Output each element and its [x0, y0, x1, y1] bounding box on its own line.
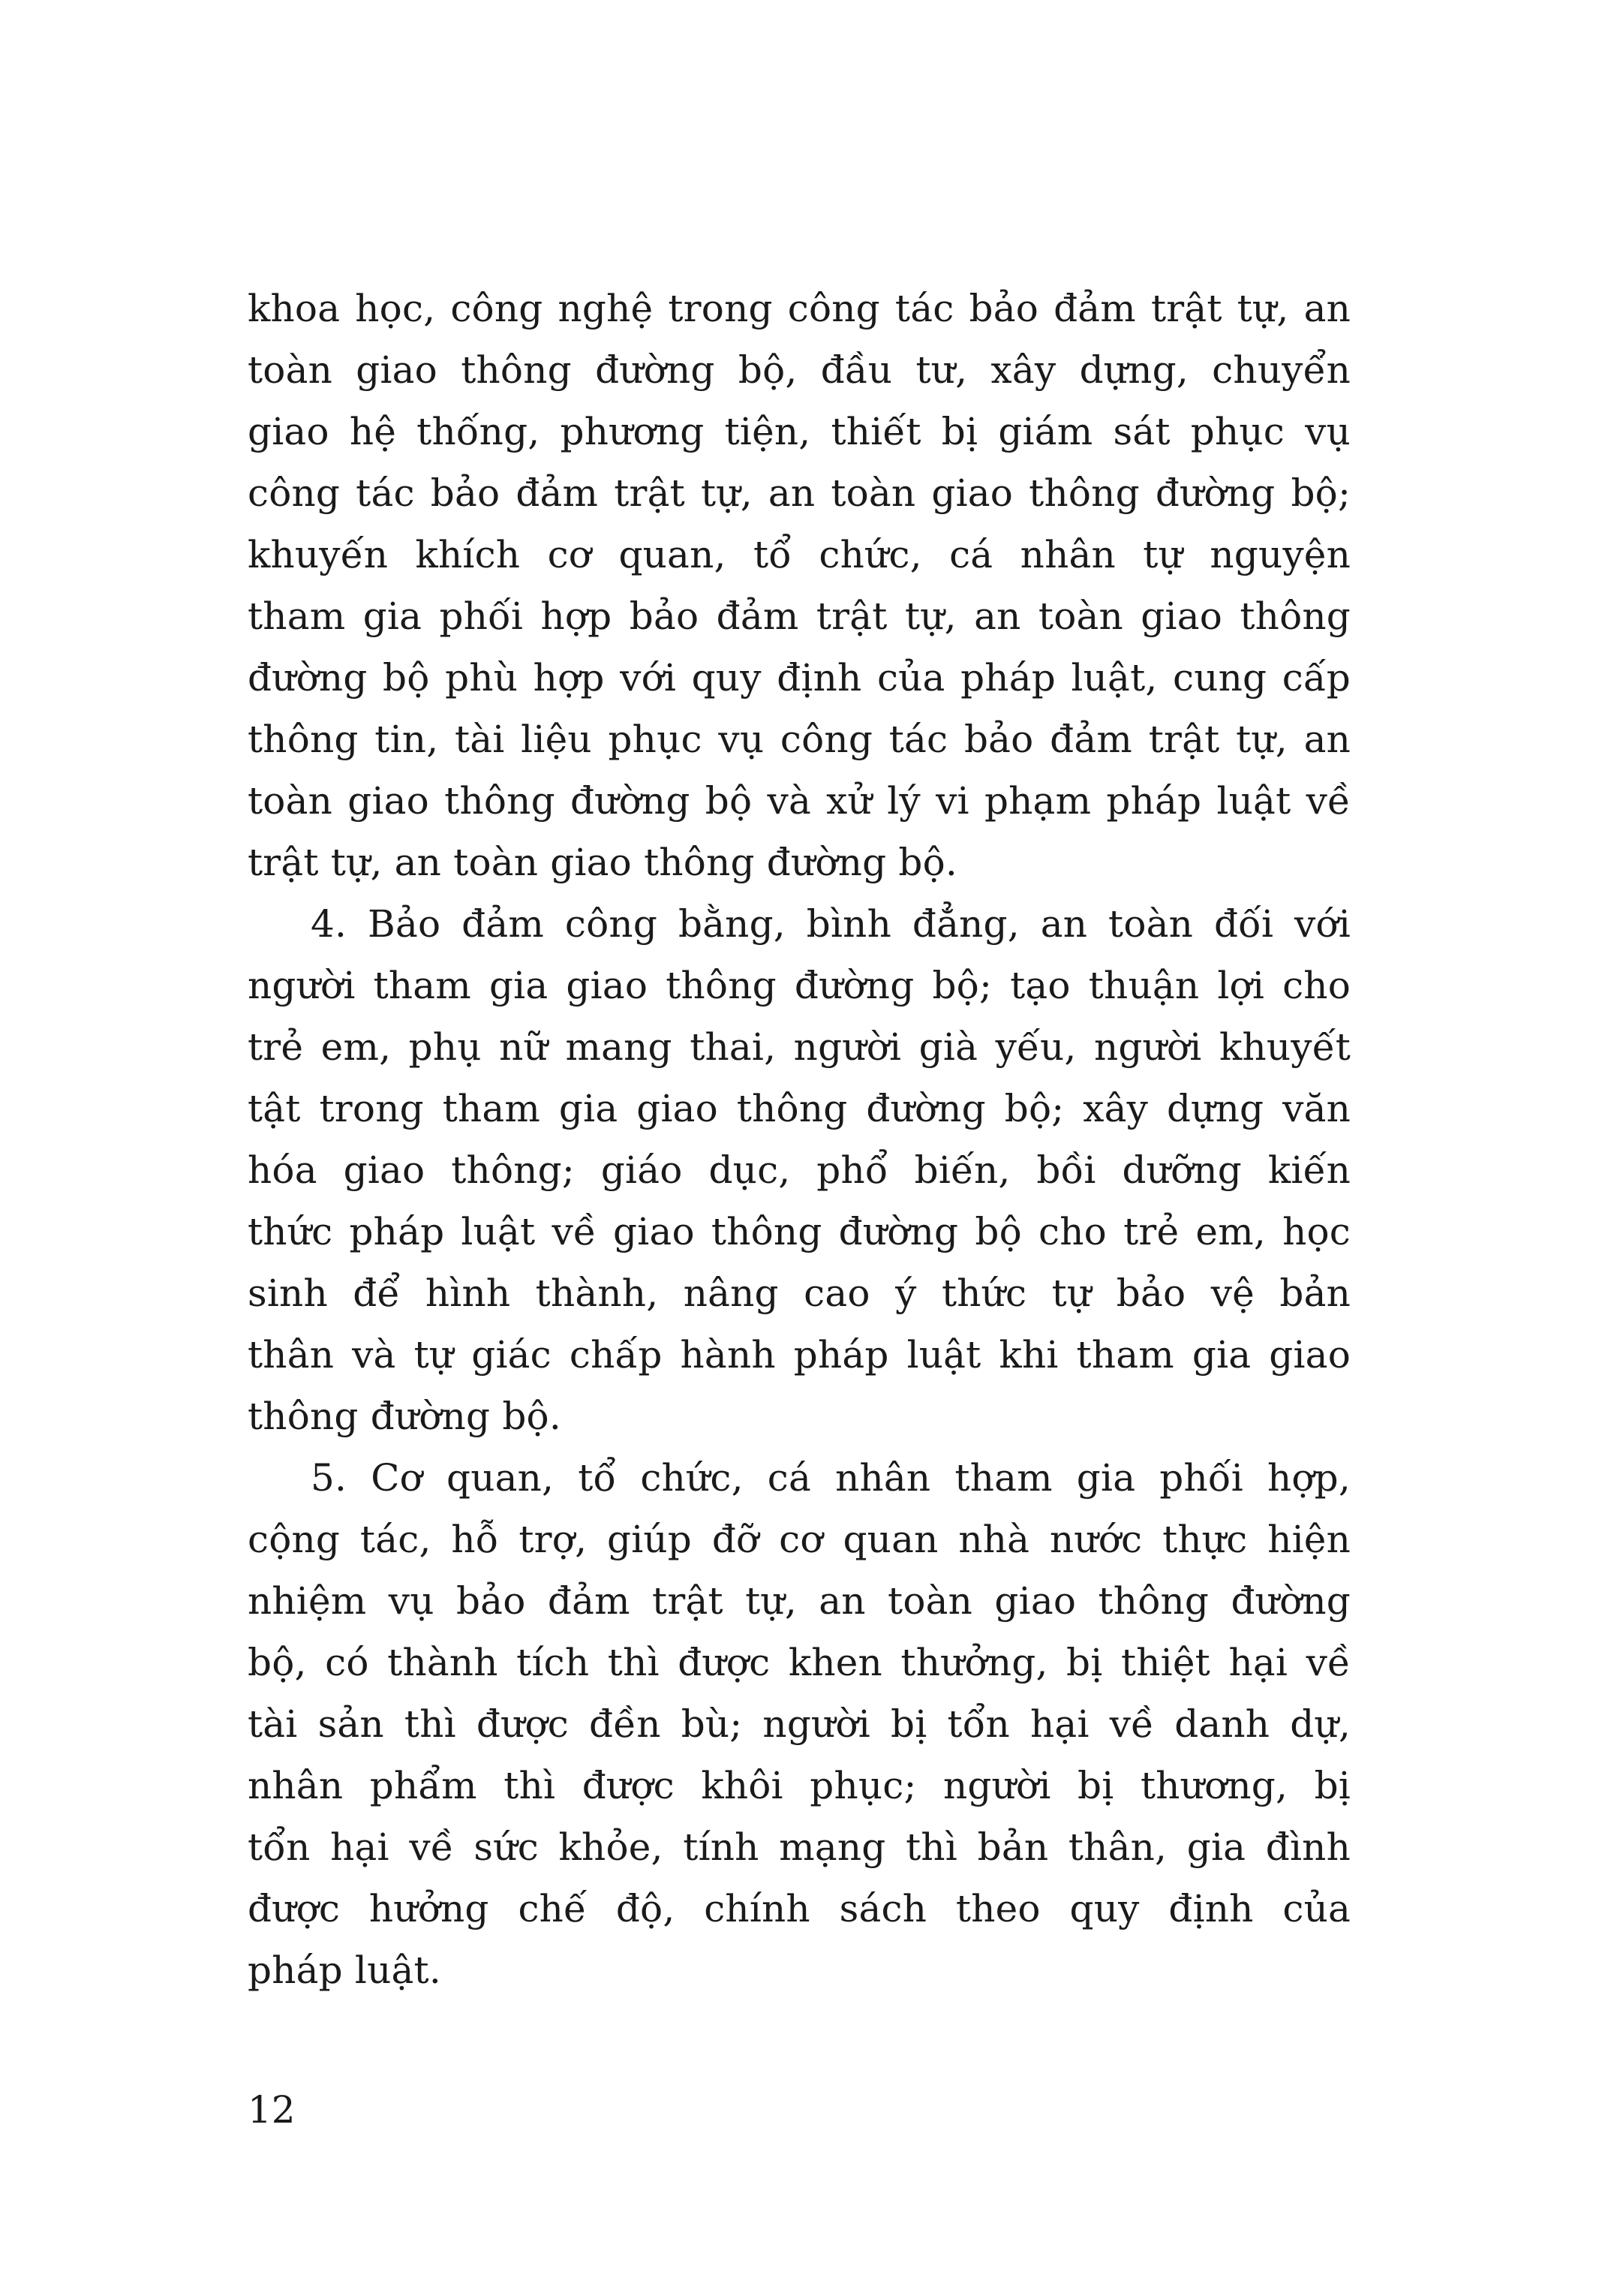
text-line: trẻ em, phụ nữ mang thai, người già yếu, người khuyết [248, 1025, 1351, 1069]
text-line: tật trong tham gia giao thông đường bộ; xây dựng văn [248, 1087, 1351, 1130]
text-line: cộng tác, hỗ trợ, giúp đỡ cơ quan nhà nước thực hiện [248, 1518, 1351, 1561]
text-line: trật tự, an toàn giao thông đường bộ. [248, 841, 957, 884]
text-line: 4. Bảo đảm công bằng, bình đẳng, an toàn đối với [311, 902, 1351, 946]
text-line: thông tin, tài liệu phục vụ công tác bảo đảm trật tự, an [248, 718, 1351, 761]
body-text [248, 278, 1351, 2001]
paragraph-5 [248, 1447, 1351, 2001]
text-line: giao hệ thống, phương tiện, thiết bị giám sát phục vụ [248, 410, 1351, 453]
text-line: sinh để hình thành, nâng cao ý thức tự bảo vệ bản [248, 1271, 1351, 1315]
paragraph-continued [248, 278, 1351, 893]
text-line: tổn hại về sức khỏe, tính mạng thì bản thân, gia đình [248, 1825, 1351, 1869]
text-line: đường bộ phù hợp với quy định của pháp luật, cung cấp [248, 656, 1351, 700]
text-line: thân và tự giác chấp hành pháp luật khi tham gia giao [248, 1333, 1351, 1377]
paragraph-4 [248, 893, 1351, 1447]
text-line: toàn giao thông đường bộ và xử lý vi phạm pháp luật về [248, 779, 1351, 823]
text-line: 5. Cơ quan, tổ chức, cá nhân tham gia phối hợp, [311, 1456, 1351, 1500]
text-line: người tham gia giao thông đường bộ; tạo thuận lợi cho [248, 964, 1351, 1007]
text-line: thức pháp luật về giao thông đường bộ cho trẻ em, học [248, 1210, 1351, 1253]
page-number: 12 [248, 2088, 296, 2132]
text-line: khuyến khích cơ quan, tổ chức, cá nhân tự nguyện [248, 533, 1351, 576]
text-line: công tác bảo đảm trật tự, an toàn giao thông đường bộ; [248, 471, 1351, 515]
text-line: nhiệm vụ bảo đảm trật tự, an toàn giao thông đường [248, 1579, 1351, 1623]
text-line: thông đường bộ. [248, 1395, 561, 1438]
text-line: hóa giao thông; giáo dục, phổ biến, bồi dưỡng kiến [248, 1148, 1351, 1192]
text-line: pháp luật. [248, 1948, 441, 1992]
text-line: toàn giao thông đường bộ, đầu tư, xây dựng, chuyển [248, 348, 1351, 392]
text-line: nhân phẩm thì được khôi phục; người bị thương, bị [248, 1764, 1351, 1807]
text-line: bộ, có thành tích thì được khen thưởng, bị thiệt hại về [248, 1641, 1351, 1684]
text-line: tài sản thì được đền bù; người bị tổn hại về danh dự, [248, 1702, 1351, 1746]
text-line: được hưởng chế độ, chính sách theo quy định của [248, 1887, 1351, 1930]
text-line: tham gia phối hợp bảo đảm trật tự, an toàn giao thông [248, 594, 1351, 638]
text-line: khoa học, công nghệ trong công tác bảo đảm trật tự, an [248, 287, 1351, 330]
